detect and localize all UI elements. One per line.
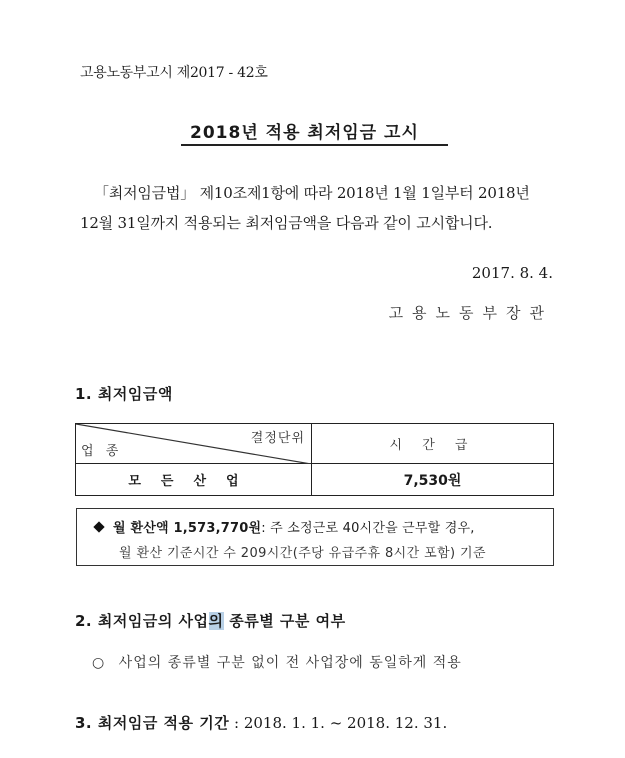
note-line-2: 월 환산 기준시간 수 209시간(주당 유급주휴 8시간 포함) 기준: [119, 546, 486, 561]
section2-item: [92, 652, 462, 672]
minimum-wage-table: [75, 423, 554, 496]
monthly-conversion-note: [76, 508, 554, 566]
intro-line-2: 12월 31일까지 적용되는 최저임금액을 다음과 같이 고시합니다.: [80, 214, 493, 232]
title-underline: [181, 144, 448, 146]
notice-number: 고용노동부고시 제2017 - 42호: [80, 65, 268, 81]
industry-label: 업 종: [81, 444, 123, 459]
intro-line-1: 「최저임금법」 제10조제1항에 따라 2018년 1월 1일부터 2018년: [94, 184, 530, 202]
section3-heading-label: 3. 최저임금 적용 기간: [75, 714, 230, 732]
intro-paragraph: [80, 178, 530, 238]
hourly-wage-header: 시 간 급: [312, 424, 554, 464]
circle-bullet-icon: ○: [92, 655, 106, 671]
section1-heading: 1. 최저임금액: [75, 385, 173, 403]
section2-item-text: 사업의 종류별 구분 없이 전 사업장에 동일하게 적용: [118, 655, 462, 671]
industry-cell: 모든산업: [76, 464, 312, 496]
table-row: [76, 464, 554, 496]
notice-date: 2017. 8. 4.: [471, 264, 553, 282]
corner-header-cell: [76, 424, 312, 464]
section3-heading: [75, 712, 447, 733]
decision-unit-label: 결정단위: [250, 431, 305, 446]
section2-heading-post: 종류별 구분 여부: [223, 612, 346, 630]
section2-heading-pre: 2. 최저임금의 사업: [75, 612, 209, 630]
issuer-name: 고용노동부장관: [388, 304, 553, 322]
table-header-row: [76, 424, 554, 464]
diamond-bullet-icon: [93, 521, 104, 532]
note-line-1-text: : 주 소정근로 40시간을 근무할 경우,: [261, 521, 475, 536]
monthly-amount-label: 월 환산액 1,573,770원: [113, 521, 262, 536]
hourly-wage-cell: 7,530원: [312, 464, 554, 496]
application-period: : 2018. 1. 1. ~ 2018. 12. 31.: [229, 714, 448, 732]
text-selection-highlight[interactable]: 의: [208, 612, 224, 630]
document-title: 2018년 적용 최저임금 고시: [190, 123, 419, 143]
section2-heading: [75, 610, 346, 631]
note-line-1: [91, 517, 475, 536]
